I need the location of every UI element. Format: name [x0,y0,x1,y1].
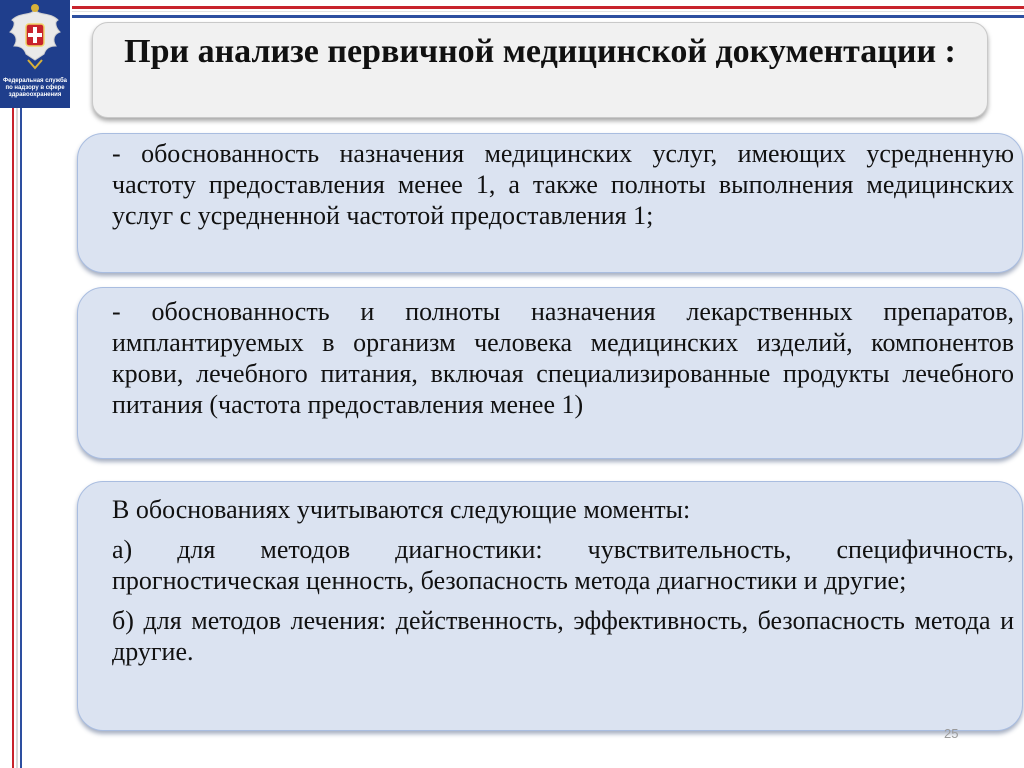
drugs-text: - обоснованность и полноты назначения лекарственных препаратов, имплантируемых в организм человека медицинских изделий, компонентов крови, лечебного питания, включая специализированные продукты лечебного питания (частота предоставления менее 1) [112,297,1014,419]
considerations-heading: В обоснованиях учитываются следующие моменты: [112,495,691,524]
agency-name-line-2: по надзору в сфере [5,85,65,91]
page-number: 25 [944,726,959,741]
content-card-drugs [77,287,1023,459]
emblem-icon [6,2,64,78]
considerations-body [112,494,1014,667]
agency-name [0,78,70,99]
stripe-red [72,6,1024,9]
considerations-item-a: а) для методов диагностики: чувствительность, специфичность, прогностическая ценность, безопасность метода диагностики и другие; [112,535,1014,595]
slide-title: При анализе первичной медицинской документации : [124,33,956,70]
agency-logo [0,0,70,108]
agency-name-line-1: Федеральная служба [2,78,67,84]
stripe-blue [72,15,1024,18]
agency-name-line-3: здравоохранения [8,92,62,98]
content-card-services [77,133,1023,273]
side-line-gray [16,108,18,768]
services-text: - обоснованность назначения медицинских услуг, имеющих усредненную частоту предоставления менее 1, а также полноты выполнения медицинских услуг с усредненной частотой предоставления 1; [112,139,1014,230]
content-card-considerations [77,481,1023,731]
title-box [92,22,988,118]
side-line-red [12,108,14,768]
side-line-blue [20,108,22,768]
considerations-item-b: б) для методов лечения: действенность, эффективность, безопасность метода и другие. [112,606,1014,666]
